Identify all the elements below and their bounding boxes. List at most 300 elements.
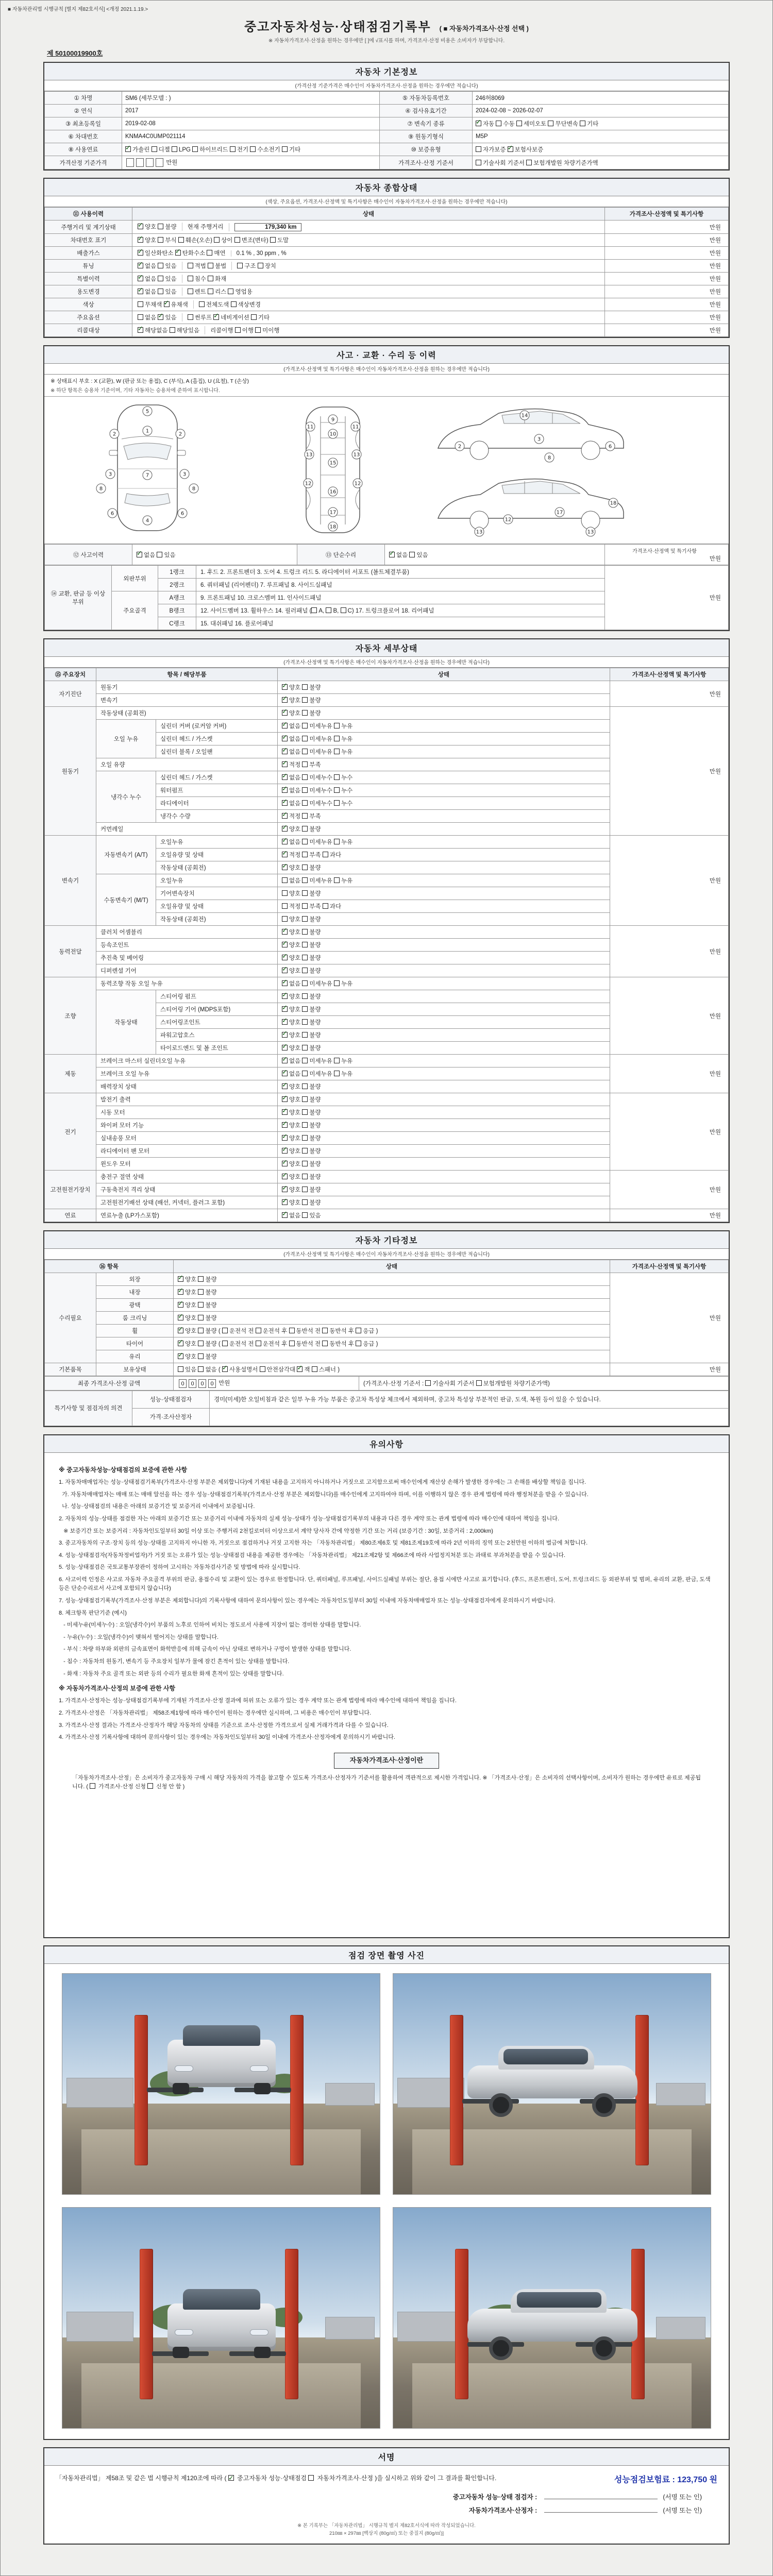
item-label: 오일유량 및 상태 <box>156 849 278 861</box>
notice-item: 가. 자동차매매업자는 매매 또는 매매 알선을 하는 경우 성능·상태점검기록부(가격조사·산정 부분은 제외합니다)를 매수인에게 고지하여야 하며, 이를 이행하지 않은 경우 관계 법령에 따라 행정처분을 받을 수 있습니다. <box>59 1491 589 1498</box>
checkbox-icon <box>322 1341 328 1346</box>
device-group-label: 원동기 <box>45 707 96 836</box>
checkbox-icon <box>302 993 308 999</box>
checkbox-icon <box>302 749 308 754</box>
checkbox-icon <box>198 1341 204 1346</box>
car-damage-diagram <box>44 397 729 544</box>
svg-text:8: 8 <box>547 455 551 461</box>
misc-info-table <box>44 1260 729 1376</box>
checkbox-icon <box>302 916 308 922</box>
item-label: 변속기 <box>96 694 278 707</box>
checkbox-icon <box>308 2475 314 2481</box>
price-cell: 만원 <box>610 681 729 707</box>
svg-text:11: 11 <box>352 424 359 430</box>
column-header: 항목 / 해당부품 <box>96 668 278 681</box>
checkbox-icon <box>231 301 237 307</box>
table-row <box>45 273 729 285</box>
field-label: ⑩ 보증유형 <box>380 143 473 156</box>
field-label: 차대번호 표기 <box>45 234 132 247</box>
notice-item: ※ 보증기간 또는 보증거리 : 자동차인도일부터 30일 이상 또는 주행거리 2천킬로미터 이상으로서 계약 당사자 간에 약정한 기간 또는 거리 (보증기간 : 30일, 보증거리 : 2,000km) <box>59 1528 493 1534</box>
item-label: 커먼레일 <box>96 823 278 836</box>
checkbox-icon <box>302 684 308 690</box>
checkbox-icon <box>302 839 308 844</box>
checkbox-checked-icon <box>282 1148 288 1154</box>
state-cell: ✓ 양호 불량 <box>278 1158 610 1171</box>
checkbox-icon <box>302 710 308 716</box>
state-segment: ✓ 없음 있음 <box>137 262 182 270</box>
checkbox-icon <box>334 800 340 806</box>
inspection-photo-3 <box>62 2207 380 2429</box>
price-cell: 만원 <box>610 707 729 836</box>
checkbox-icon <box>341 607 346 613</box>
checkbox-checked-icon <box>228 2475 234 2481</box>
table-row <box>45 707 729 720</box>
checkbox-checked-icon <box>178 1315 183 1320</box>
notice-item: - 미세누유(미세누수) : 오일(냉각수)이 부품의 노후로 인하여 비치는 정도로서 사용에 지장이 없는 경미한 상태를 말합니다. <box>59 1622 361 1629</box>
field-label: 가격조사·산정 기준서 <box>380 156 473 170</box>
digit-box: 0 <box>179 1379 187 1388</box>
digit-box: 0 <box>189 1379 196 1388</box>
svg-text:12: 12 <box>505 517 512 523</box>
lift-post-left <box>450 2015 463 2165</box>
item-label: 워터펌프 <box>156 784 278 797</box>
field-label: 가격산정 기준가격 <box>45 156 122 170</box>
page-title: 중고자동차성능·상태점검기록부 <box>244 20 431 34</box>
photo-car <box>467 2065 637 2098</box>
state-cell: ✓ 양호 불량 <box>278 952 610 964</box>
state-segment: 없음 ✓있음 <box>137 313 182 321</box>
checkbox-icon <box>250 146 256 152</box>
field-value: SM6 (세부모델 : ) <box>122 92 380 105</box>
price-cell: 만원 <box>605 221 729 234</box>
notice-item: - 누유(누수) : 오일(냉각수)이 맺혀서 떨어지는 상태를 말합니다. <box>59 1634 219 1640</box>
field-value: 기술사회 기준서 보험개발원 차량기준가액 <box>473 156 729 170</box>
item-label: 발전기 출력 <box>96 1093 278 1106</box>
item-label: 실린더 커버 (로커암 커버) <box>156 720 278 733</box>
checkbox-icon <box>258 263 263 268</box>
checkbox-icon <box>322 1328 328 1333</box>
simple-repair-label: ⑬ 단순수리 <box>297 545 385 565</box>
checkbox-icon <box>302 736 308 741</box>
svg-text:8: 8 <box>99 486 103 492</box>
state-cell: ✓ 양호 불량 <box>278 1093 610 1106</box>
state-segment: ✓ 해당없음 해당있음 <box>137 326 205 334</box>
checkbox-checked-icon <box>282 1174 288 1179</box>
state-cell <box>132 260 605 273</box>
item-label: 타이어 <box>96 1337 174 1350</box>
panel-group-label: 외판부위 <box>112 566 158 591</box>
inspection-photo-2 <box>393 1973 711 2195</box>
digit-box <box>136 158 144 167</box>
item-label: 내장 <box>96 1286 174 1299</box>
basic-info-title: 자동차 기본정보 <box>44 63 729 80</box>
checkbox-icon <box>323 852 328 857</box>
table-header-row <box>45 668 729 681</box>
state-cell: ✓ 양호 불량 <box>174 1312 610 1325</box>
checkbox-icon <box>302 813 308 819</box>
price-value: 만원 <box>709 556 721 563</box>
price-cell: 만원 <box>610 926 729 977</box>
checkbox-checked-icon <box>222 1366 228 1372</box>
section-notices <box>43 1434 730 1938</box>
checkbox-icon <box>138 301 143 307</box>
table-row <box>45 298 729 311</box>
sub-group-label: 작동상태 <box>96 990 156 1055</box>
checkbox-checked-icon <box>282 1199 288 1205</box>
checkbox-icon <box>302 761 308 767</box>
checkbox-icon <box>516 121 522 126</box>
state-segment: ✓ 없음 있음 <box>137 275 182 283</box>
svg-text:9: 9 <box>331 417 335 423</box>
item-label: 스티어링조인트 <box>156 1016 278 1029</box>
checkbox-checked-icon <box>282 980 288 986</box>
checkbox-icon <box>234 237 240 243</box>
footer-note: ※ 본 기록부는 「자동차관리법」 시행규칙 별지 제82호서식에 따라 작성되었습니다. <box>297 2522 476 2529</box>
accident-legend: ※ 상태표시 부호 : X (교환), W (판금 또는 용접), C (부식), A (흠집), U (요철), T (손상) <box>51 378 249 385</box>
checkbox-icon <box>302 697 308 703</box>
checkbox-icon <box>170 327 175 333</box>
checkbox-checked-icon <box>282 968 288 973</box>
field-label: 배출가스 <box>45 247 132 260</box>
section-photos <box>43 1945 730 2440</box>
table-row <box>45 977 729 990</box>
state-cell: ✓ 양호 불량 <box>174 1273 610 1286</box>
svg-text:3: 3 <box>537 436 541 443</box>
price-cell: 만원 <box>605 247 729 260</box>
notice-item: 3. 중고자동차의 구조·장치 등의 성능·상태를 고지하지 아니한 자, 거짓으로 점검하거나 거짓 고지한 자는 「자동차관리법」 제80조제6호 및 제81조제19호에 따라 2년 이하의 징역 또는 2천만원 이하의 벌금에 처합니다. <box>59 1540 588 1547</box>
simple-repair-state: ✓ 없음 있음 <box>385 545 605 565</box>
price-cell: 만원 <box>605 234 729 247</box>
rank-label: 2랭크 <box>158 579 196 591</box>
digit-box <box>156 158 163 167</box>
field-label: ⑧ 사용연료 <box>45 143 122 156</box>
state-segment <box>229 223 307 231</box>
checkbox-icon <box>208 263 213 268</box>
car-wheel <box>173 2347 189 2358</box>
item-label: 기어변속장치 <box>156 887 278 900</box>
checkbox-checked-icon <box>508 146 513 152</box>
item-label: 동력조향 작동 오일 누유 <box>96 977 278 990</box>
state-cell: ✓ 양호 불량 <box>278 1196 610 1209</box>
opinion-author-label: 가격·조사산정자 <box>132 1408 210 1426</box>
state-cell: ✓ 양호 불량 <box>278 694 610 707</box>
price-cell: 만원 <box>605 324 729 337</box>
sub-group-label: 오일 누유 <box>96 720 156 758</box>
column-header: 상태 <box>132 208 605 221</box>
checkbox-icon <box>302 955 308 960</box>
state-segment: 구조 장치 <box>231 262 281 270</box>
lift-post-right <box>290 2015 304 2165</box>
state-cell: ✓ 양호 불량 <box>174 1299 610 1312</box>
field-label: 주요옵션 <box>45 311 132 324</box>
comprehensive-title: 자동차 종합상태 <box>44 179 729 196</box>
form-reference: ■ 자동차관리법 시행규칙 [별지 제82호서식] <개정 2021.1.19.> <box>8 7 148 12</box>
checkbox-icon <box>302 800 308 806</box>
panel-items: 1. 후드 2. 프론트펜더 3. 도어 4. 트렁크 리드 5. 라디에이터 서포트 (볼트체결부품) <box>196 566 605 579</box>
checkbox-icon <box>476 160 481 165</box>
car-body <box>467 2065 637 2098</box>
notice-item: - 침수 : 자동차의 원동기, 변속기 등 주요장치 일부가 물에 잠긴 흔적이 있는 상태를 말합니다. <box>59 1658 290 1665</box>
state-segment: 썬루프 ✓네비게이션 기타 <box>182 313 275 321</box>
device-group-label: 조향 <box>45 977 96 1055</box>
checkbox-icon <box>302 1019 308 1025</box>
state-cell: ✓ 없음 미세누수 누수 <box>278 771 610 784</box>
column-header: 상태 <box>278 668 610 681</box>
notice-item: 6. 사고이력 인정은 사고로 자동차 주요골격 부위의 판금, 용접수리 및 교환이 있는 경우로 한정합니다. 단, 쿼터패널, 루프패널, 사이드실패널 부위는 절단, 용접 시에만 사고로 표기합니다. (후드, 프론트펜더, 도어, 트렁크리드 등 외판부위 및 범퍼, 유리의 교환, 판금, 도색 등은 단순수리로서 사고에 포함되지 않습니다) <box>59 1576 712 1592</box>
checkbox-icon <box>178 1366 183 1372</box>
checkbox-icon <box>548 121 553 126</box>
checkbox-checked-icon <box>282 684 288 690</box>
notice-item: 4. 가격조사·산정 기록사항에 대하여 문의사항이 있는 경우에는 자동차인도일부터 30일 이내에 가격조사·산정자에게 문의하시기 바랍니다. <box>59 1734 395 1741</box>
item-label: 실내송풍 모터 <box>96 1132 278 1145</box>
photo-concrete-pad <box>81 2129 361 2194</box>
basic-info-table <box>44 91 729 170</box>
comprehensive-subtitle: (색상, 주요옵션, 가격조사·산정액 및 특기사항은 매수인이 자동차가격조사·산정을 원하는 경우에만 적습니다) <box>44 196 729 207</box>
item-label: 브레이크 마스터 실린더오일 누유 <box>96 1055 278 1067</box>
column-header: 가격조사·산정액 및 특기사항 <box>610 668 729 681</box>
table-row <box>45 836 729 849</box>
item-label: 광택 <box>96 1299 174 1312</box>
checkbox-icon <box>302 968 308 973</box>
state-cell: ✓ 양호 불량 <box>278 861 610 874</box>
checkbox-icon <box>334 787 340 793</box>
checkbox-icon <box>302 1174 308 1179</box>
notices-body <box>44 1453 729 1937</box>
state-cell: ✓ 양호 불량 <box>278 1003 610 1016</box>
panel-items: 6. 쿼터패널 (리어펜더) 7. 루프패널 8. 사이드실패널 <box>196 579 605 591</box>
misc-title: 자동차 기타정보 <box>44 1231 729 1249</box>
panel-group-label: 주요골격 <box>112 591 158 630</box>
field-label: ⑤ 자동차등록번호 <box>380 92 473 105</box>
signature-footer <box>56 2522 717 2537</box>
signature-role: 중고자동차 성능·상태 점검자 : <box>452 2493 537 2501</box>
state-cell: ✓ 없음 미세누수 누수 <box>278 784 610 797</box>
checkbox-icon <box>312 1366 317 1372</box>
svg-text:5: 5 <box>145 409 149 415</box>
field-label: 튜닝 <box>45 260 132 273</box>
table-row <box>45 926 729 939</box>
misc-group-label: 수리필요 <box>45 1273 96 1363</box>
item-label: 오일누유 <box>156 874 278 887</box>
notice-item: 나. 성능·상태점검의 내용은 아래의 보증기간 및 보증거리 이내에서 보증됩니다. <box>59 1503 255 1510</box>
item-label: 추진축 및 베어링 <box>96 952 278 964</box>
checkbox-checked-icon <box>282 697 288 703</box>
checkbox-icon <box>251 314 257 320</box>
device-group-label: 제동 <box>45 1055 96 1093</box>
checkbox-icon <box>198 1276 204 1282</box>
checkbox-checked-icon <box>282 723 288 728</box>
field-value: 2017 <box>122 105 380 117</box>
svg-text:18: 18 <box>610 500 617 506</box>
price-cell: 만원 <box>610 977 729 1055</box>
photo-building <box>325 2083 375 2106</box>
car-headlight <box>175 2065 193 2072</box>
car-window <box>503 2049 588 2064</box>
car-cabin <box>498 2046 594 2070</box>
notice-item: 8. 체크항목 판단기준 (예시) <box>59 1609 127 1616</box>
checkbox-icon <box>158 289 163 294</box>
checkbox-checked-icon <box>282 813 288 819</box>
notice-item: - 화재 : 자동차 주요 골격 또는 외판 등의 수리가 필요한 화재 흔적이 있는 상태를 말합니다. <box>59 1670 284 1677</box>
checkbox-icon <box>198 1315 204 1320</box>
checkbox-checked-icon <box>282 1122 288 1128</box>
checkbox-checked-icon <box>282 736 288 741</box>
checkbox-icon <box>172 146 177 152</box>
checkbox-icon <box>334 774 340 780</box>
notices-title: 유의사항 <box>44 1435 729 1453</box>
device-group-label: 연료 <box>45 1209 96 1222</box>
item-label: 충전구 절연 상태 <box>96 1171 278 1183</box>
state-cell: 있음 없음 ( ✓사용설명서 안전삼각대 ✓잭 스패너 ) <box>174 1363 610 1376</box>
state-segment: 무채색 ✓유채색 <box>137 300 193 309</box>
column-header: 상태 <box>174 1260 610 1273</box>
car-wheel <box>254 2083 271 2094</box>
column-header: 가격조사·산정액 및 특기사항 <box>610 1260 729 1273</box>
table-row <box>45 117 729 130</box>
field-label: 특별이력 <box>45 273 132 285</box>
state-cell: ✓ 양호 불량 <box>278 1145 610 1158</box>
state-cell: ✓ 양호 불량 <box>278 990 610 1003</box>
state-cell: ✓ 양호 불량 <box>278 1080 610 1093</box>
car-wheel <box>254 2347 271 2358</box>
accident-subtitle: (가격조사·산정액 및 특기사항은 매수인이 자동차가격조사·산정을 원하는 경우에만 적습니다) <box>44 364 729 375</box>
checkbox-icon <box>198 1366 204 1372</box>
checkbox-checked-icon <box>282 774 288 780</box>
checkbox-checked-icon <box>282 993 288 999</box>
checkbox-icon <box>326 607 331 613</box>
svg-text:6: 6 <box>110 511 114 517</box>
checkbox-icon <box>188 263 193 268</box>
svg-text:1: 1 <box>145 428 149 434</box>
checkbox-icon <box>302 1161 308 1166</box>
car-cabin <box>511 2289 607 2313</box>
svg-text:6: 6 <box>180 511 184 517</box>
table-header-row <box>45 1260 729 1273</box>
accident-history-label: ⑫ 사고이력 <box>45 545 132 565</box>
table-row <box>45 1171 729 1183</box>
car-body <box>167 2040 276 2087</box>
checkbox-icon <box>178 237 184 243</box>
car-headlight <box>250 2329 268 2335</box>
column-header: 가격조사·산정액 및 특기사항 <box>605 208 729 221</box>
table-row <box>45 221 729 234</box>
checkbox-icon <box>214 237 220 243</box>
checkbox-checked-icon <box>282 929 288 935</box>
checkbox-icon <box>138 314 143 320</box>
checkbox-checked-icon <box>178 1289 183 1295</box>
checkbox-icon <box>356 1328 361 1333</box>
checkbox-icon <box>302 865 308 870</box>
state-cell: 양호 불량 <box>278 887 610 900</box>
checkbox-icon <box>157 552 162 557</box>
checkbox-icon <box>302 1096 308 1102</box>
checkbox-icon <box>302 1135 308 1141</box>
table-row <box>45 1377 729 1390</box>
checkbox-checked-icon <box>164 301 170 307</box>
state-cell <box>132 324 605 337</box>
state-cell: ✓ 양호 불량 <box>278 1183 610 1196</box>
svg-text:13: 13 <box>306 452 313 458</box>
signature-seal-note: (서명 또는 인) <box>663 2506 702 2514</box>
item-label: 브레이크 오일 누유 <box>96 1067 278 1080</box>
checkbox-icon <box>302 980 308 986</box>
table-row <box>45 1391 729 1408</box>
state-cell: ✓ 양호 불량 <box>278 823 610 836</box>
checkbox-icon <box>282 146 288 152</box>
svg-text:12: 12 <box>354 481 361 487</box>
checkbox-icon <box>334 877 340 883</box>
notice-item: 3. 가격조사·산정 결과는 가격조사·산정자가 해당 자동차의 상태를 기준으로 조사·산정한 가격으로서 실제 거래가격과 다를 수 있습니다. <box>59 1722 389 1728</box>
checkbox-icon <box>282 877 288 883</box>
table-row <box>45 260 729 273</box>
field-label: ④ 검사유효기간 <box>380 105 473 117</box>
accident-note: ※ 하단 항목은 승용차 기준이며, 기타 자동차는 승용차에 준하여 표시합니다. <box>44 386 729 397</box>
signature-seal-note: (서명 또는 인) <box>663 2493 702 2501</box>
state-segment: 전체도색 색상변경 <box>193 300 266 309</box>
opinion-section-label: 특기사항 및 점검자의 의견 <box>45 1391 132 1426</box>
checkbox-checked-icon <box>282 787 288 793</box>
field-value: 자가보증 ✓보험사보증 <box>473 143 729 156</box>
detail-subtitle: (가격조사·산정액 및 특기사항은 매수인이 자동차가격조사·산정을 원하는 경우에만 적습니다) <box>44 657 729 668</box>
checkbox-icon <box>228 289 233 294</box>
checkbox-icon <box>334 1058 340 1063</box>
checkbox-icon <box>158 263 163 268</box>
state-cell: ✓ 적정 부족 <box>278 758 610 771</box>
field-value: 만원 <box>122 156 380 170</box>
field-label: ⑥ 차대번호 <box>45 130 122 143</box>
field-value: 2024-02-08 ~ 2026-02-07 <box>473 105 729 117</box>
checkbox-icon <box>302 1006 308 1012</box>
car-body <box>167 2303 276 2351</box>
section-comprehensive <box>43 178 730 338</box>
checkbox-icon <box>255 327 261 333</box>
checkbox-checked-icon <box>138 289 143 294</box>
field-label: 색상 <box>45 298 132 311</box>
state-cell: ✓ 양호 불량 <box>278 926 610 939</box>
digit-box: 0 <box>208 1379 216 1388</box>
state-cell: ✓ 없음 미세누유 누유 <box>278 720 610 733</box>
state-cell: ✓ 없음 미세누유 누유 <box>278 733 610 745</box>
checkbox-checked-icon <box>138 237 143 243</box>
checkbox-icon <box>311 607 317 613</box>
state-cell <box>132 247 605 260</box>
signature-role: 자동차가격조사·산정자 : <box>468 2506 537 2514</box>
svg-text:18: 18 <box>329 524 337 530</box>
state-segment: ✓ 양호 불량 <box>137 223 182 231</box>
checkbox-checked-icon <box>138 263 143 268</box>
table-row <box>45 130 729 143</box>
car-wheel <box>592 2336 616 2360</box>
checkbox-icon <box>302 1199 308 1205</box>
checkbox-checked-icon <box>282 800 288 806</box>
rank-label: A랭크 <box>158 591 196 604</box>
detail-title: 자동차 세부상태 <box>44 639 729 657</box>
price-cell: 만원 <box>605 285 729 298</box>
checkbox-icon <box>409 552 415 557</box>
checkbox-icon <box>235 327 241 333</box>
checkbox-icon <box>198 1353 204 1359</box>
checkbox-checked-icon <box>138 276 143 281</box>
table-row <box>45 681 729 694</box>
table-row <box>45 1093 729 1106</box>
item-label: 윈도우 모터 <box>96 1158 278 1171</box>
svg-text:16: 16 <box>329 489 337 495</box>
checkbox-checked-icon <box>282 1006 288 1012</box>
table-row <box>45 156 729 170</box>
price-cell: 만원 <box>605 260 729 273</box>
checkbox-checked-icon <box>282 852 288 857</box>
notice-item: 1. 가격조사·산정자는 성능·상태점검기록부에 기재된 가격조사·산정 결과에 허위 또는 오류가 있는 경우 계약 또는 관계 법령에 따라 매수인에 대하여 책임을 집니다. <box>59 1698 457 1704</box>
